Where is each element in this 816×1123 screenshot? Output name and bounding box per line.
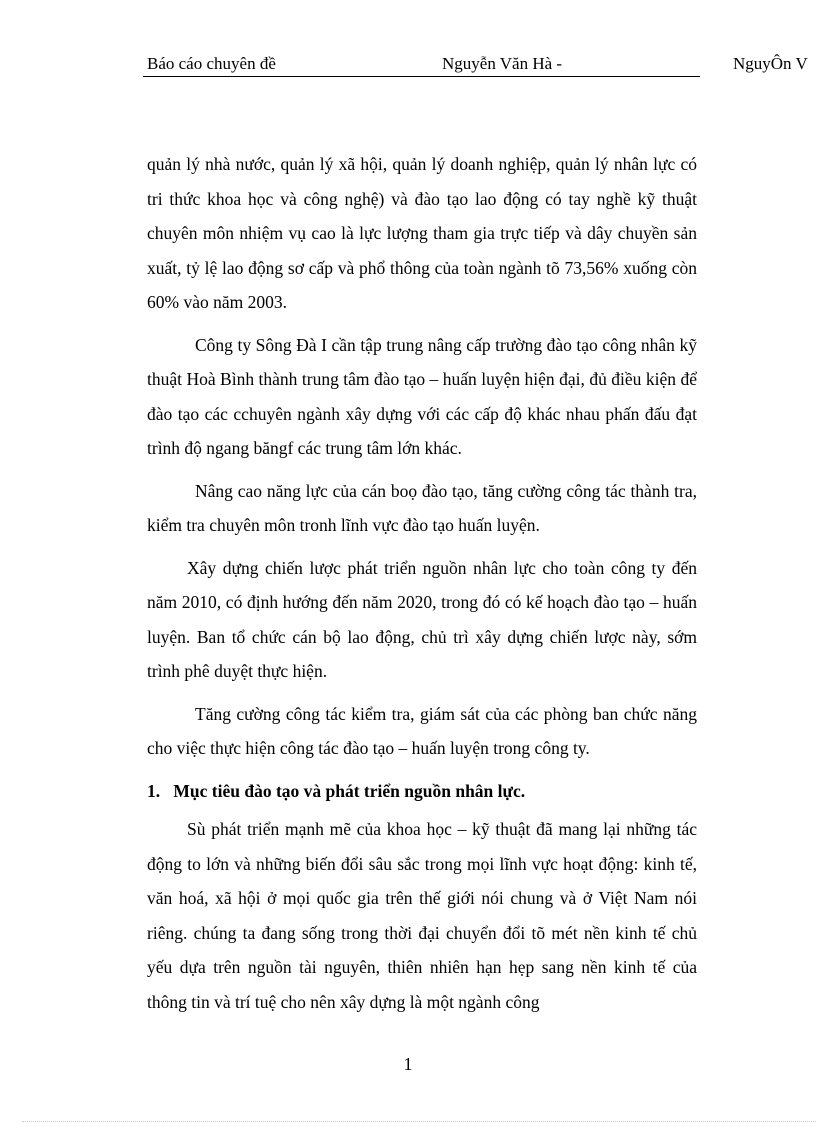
paragraph-2: Công ty Sông Đà I cần tập trung nâng cấp trường đào tạo công nhân kỹ thuật Hoà Bình thành trung tâm đào tạo – huấn luyện hiện đại, đủ điều kiện để đào tạo các cchuyên ngành xây dựng với các cấp độ khác nhau phấn đấu đạt trình độ ngang băngf các trung tâm lớn khác. (147, 334, 697, 458)
header-author: Nguyễn Văn Hà - (442, 54, 563, 73)
header-report-title: Báo cáo chuyên đề (147, 54, 276, 73)
page-bottom-rule (22, 1121, 816, 1122)
paragraph-3: Nâng cao năng lực của cán boọ đào tạo, tăng cường công tác thành tra, kiểm tra chuyên môn tronh lĩnh vực đào tạo huấn luyện. (147, 480, 697, 535)
section-heading-number: 1. (147, 780, 161, 801)
paragraph-5: Tăng cường công tác kiểm tra, giám sát của các phòng ban chức năng cho việc thực hiện công tác đào tạo – huấn luyện trong công ty. (147, 703, 697, 758)
paragraph-6: Sù phát triển mạnh mẽ của khoa học – kỹ thuật đã mang lại những tác động to lớn và những biến đổi sâu sắc trong mọi lĩnh vực hoạt động: kinh tế, văn hoá, xã hội ở mọi quốc gia trên thế giới nói chung và ở Việt Nam nói riêng. chúng ta đang sống trong thời đại chuyển đổi tõ mét nền kinh tế chủ yếu dựa trên nguồn tài nguyên, thiên nhiên hạn hẹp sang nền kinh tế của thông tin và trí tuệ cho nên xây dựng là một ngành công (147, 819, 697, 1012)
paragraph-4: Xây dựng chiến lược phát triển nguồn nhân lực cho toàn công ty đến năm 2010, có định hướng đến năm 2020, trong đó có kế hoạch đào tạo – huấn luyện. Ban tổ chức cán bộ lao động, chủ trì xây dựng chiến lược này, sớm trình phê duyệt thực hiện. (147, 557, 697, 681)
header-author-truncated: NguyÔn V (733, 54, 808, 73)
page-number: 1 (403, 1054, 413, 1074)
section-heading-text: Mục tiêu đào tạo và phát triển nguồn nhân lực. (173, 780, 526, 801)
page-header (0, 0, 816, 80)
section-heading (147, 774, 697, 809)
paragraph-1: quản lý nhà nước, quản lý xã hội, quản lý doanh nghiệp, quản lý nhân lực có tri thức khoa học và công nghệ) và đào tạo lao động có tay nghề kỹ thuật chuyên môn nhiệm vụ cao là lực lượng tham gia trực tiếp và dây chuyền sản xuất, tỷ lệ lao động sơ cấp và phổ thông của toàn ngành tõ 73,56% xuống còn 60% vào năm 2003. (147, 154, 697, 312)
header-rule (143, 76, 700, 77)
document-body (147, 147, 697, 1019)
